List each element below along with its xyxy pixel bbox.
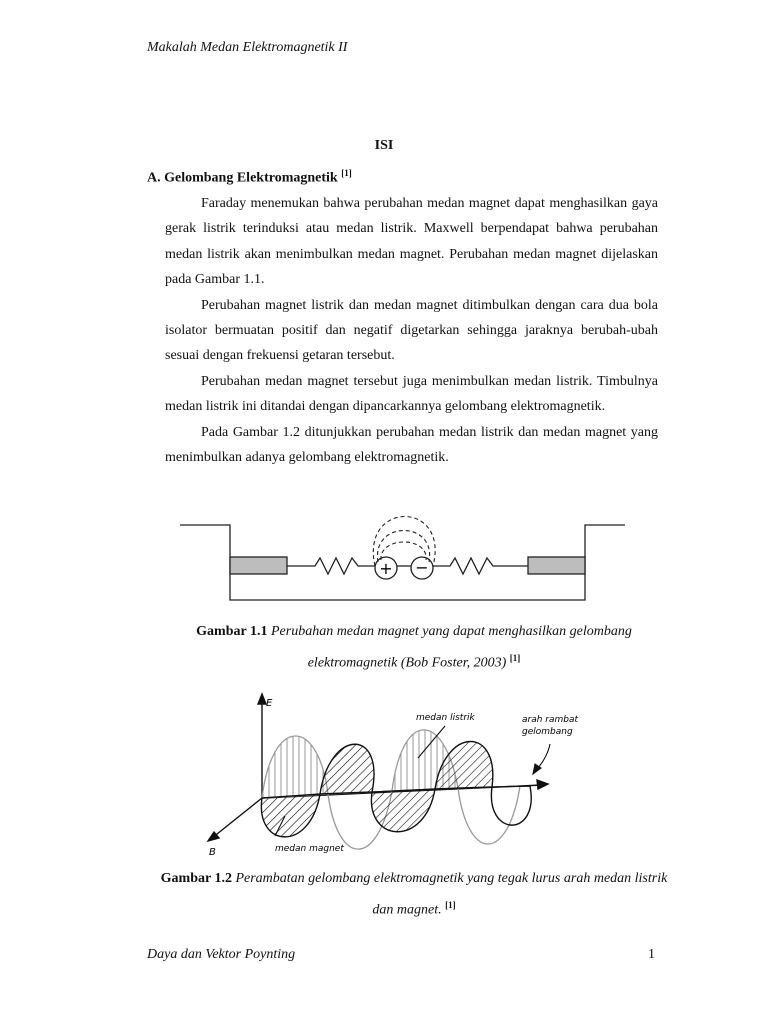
figure-1-label: Gambar 1.1 (196, 624, 268, 639)
page-number: 1 (648, 947, 655, 962)
figure-2-reference: [1] (445, 900, 456, 910)
e-axis-label: E (266, 698, 273, 709)
direction-label: gelombang (522, 727, 573, 737)
section-heading-text: A. Gelombang Elektromagnetik (147, 170, 338, 186)
figure-2-caption (150, 866, 678, 924)
b-axis (212, 798, 262, 838)
section-reference: [1] (341, 168, 352, 178)
right-spring (432, 558, 528, 574)
body-text (165, 191, 658, 470)
left-spring (287, 558, 375, 574)
plus-sign: + (379, 559, 393, 578)
running-footer: Daya dan Vektor Poynting (147, 947, 296, 962)
figure-1-diagram (175, 510, 635, 610)
paragraph: Pada Gambar 1.2 ditunjukkan perubahan medan listrik dan medan magnet yang menimbulkan adanya gelombang elektromagnetik. (165, 424, 658, 466)
minus-sign: − (415, 558, 429, 577)
b-axis-label: B (209, 847, 216, 858)
e-axis-arrow (258, 694, 266, 704)
magnetic-field-label: medan magnet (275, 844, 344, 854)
figure-2-caption-text: Perambatan gelombang elektromagnetik yang tegak lurus arah medan listrik dan magnet. (235, 871, 668, 918)
figure-2-diagram (200, 688, 579, 863)
paragraph: Perubahan magnet listrik dan medan magnet ditimbulkan dengan cara dua bola isolator bermuatan positif dan negatif digetarkan sehingga jaraknya berubah-ubah sesuai dengan frekuensi getaran tersebut. (165, 297, 658, 364)
paragraph: Faraday menemukan bahwa perubahan medan magnet dapat menghasilkan gaya gerak listrik terinduksi atau medan listrik. Maxwell berpendapat bahwa perubahan medan listrik akan menimbulkan medan magnet. Perubahan medan magnet dijelaskan pada Gambar 1.1. (165, 196, 658, 288)
right-plate (528, 557, 585, 574)
page-title: ISI (374, 138, 394, 153)
section-heading (147, 168, 352, 187)
figure-2-label: Gambar 1.2 (160, 871, 232, 886)
figure-1-caption (150, 619, 678, 677)
left-plate (230, 557, 287, 574)
figure-1-reference: [1] (509, 653, 521, 663)
electric-field-label: medan listrik (416, 713, 475, 723)
running-header: Makalah Medan Elektromagnetik II (147, 40, 348, 55)
direction-label: arah rambat (522, 715, 579, 725)
paragraph: Perubahan medan magnet tersebut juga menimbulkan medan listrik. Timbulnya medan listrik ini ditandai dengan dipancarkannya gelombang elektromagnetik. (165, 373, 658, 415)
figure-1-caption-text: Perubahan medan magnet yang dapat menghasilkan gelombang elektromagnetik (Bob Foster, 2003) (270, 624, 632, 671)
